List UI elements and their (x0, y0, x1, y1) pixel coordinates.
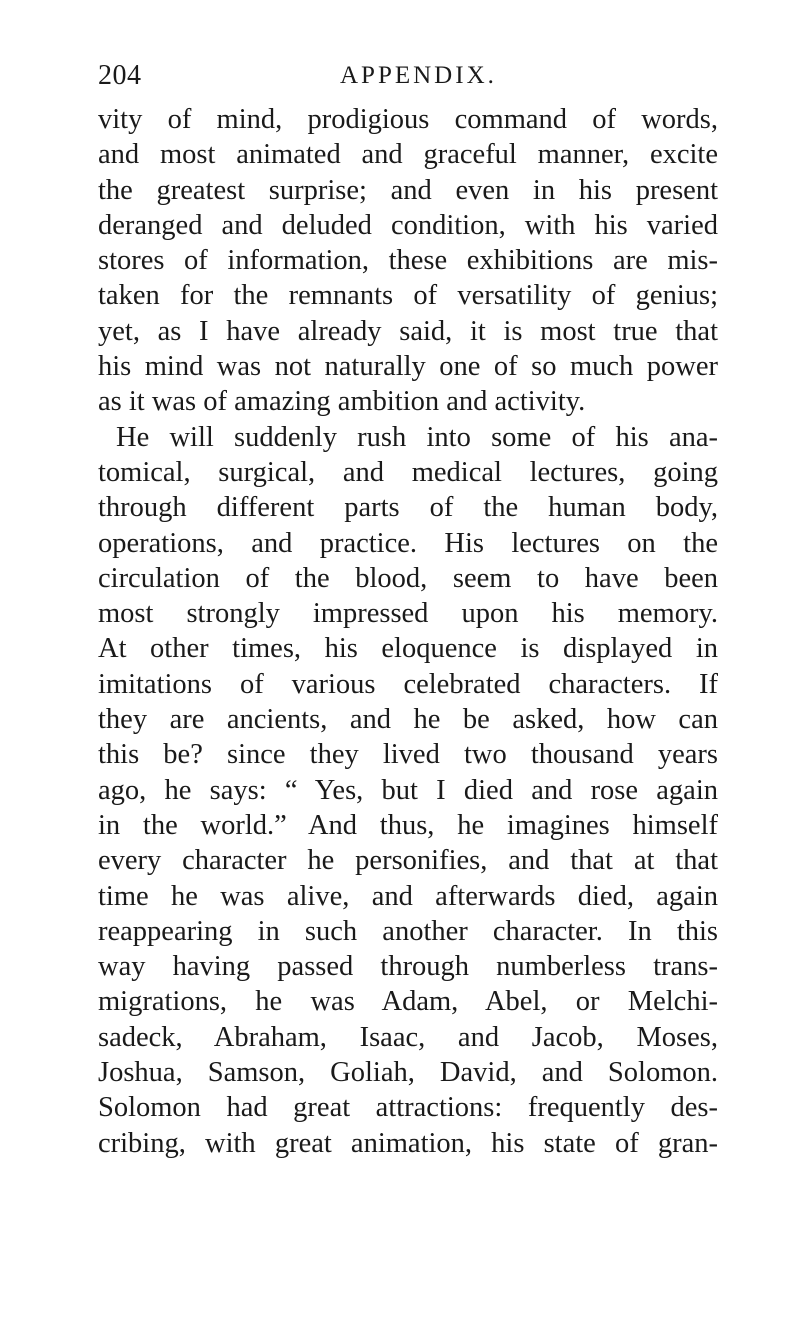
text-line: reappearing in such another character. In this (98, 915, 718, 947)
text-line: imitations of various celebrated characters. If (98, 668, 718, 700)
text-line: every character he personifies, and that at that (98, 845, 718, 877)
running-title: APPENDIX. (340, 62, 497, 89)
text-line: circulation of the blood, seem to have been (98, 562, 718, 594)
text-line: vity of mind, prodigious command of words, (98, 104, 718, 135)
text-line: in the world.” And thus, he imagines himself (98, 809, 718, 841)
text-line: time he was alive, and afterwards died, again (98, 880, 718, 912)
page-number: 204 (98, 60, 142, 91)
text-line: taken for the remnants of versatility of genius; (98, 280, 718, 312)
text-line: yet, as I have already said, it is most true that (98, 315, 718, 347)
text-line: and most animated and graceful manner, excite (98, 139, 718, 171)
text-line: He will suddenly rush into some of his ana- (116, 421, 718, 453)
text-line: the greatest surprise; and even in his present (98, 174, 718, 206)
text-line: his mind was not naturally one of so much power (98, 351, 718, 383)
text-line: this be? since they lived two thousand years (98, 739, 718, 771)
text-line: deranged and deluded condition, with his varied (98, 209, 718, 241)
text-line: tomical, surgical, and medical lectures, going (98, 456, 718, 488)
text-line: migrations, he was Adam, Abel, or Melchi- (98, 986, 718, 1018)
text-line: stores of information, these exhibitions are mis- (98, 245, 718, 277)
text-line: operations, and practice. His lectures on the (98, 527, 718, 559)
running-head (98, 58, 718, 94)
text-line: they are ancients, and he be asked, how can (98, 704, 718, 736)
text-line: most strongly impressed upon his memory. (98, 598, 718, 630)
body-text (98, 102, 718, 1161)
text-line: At other times, his eloquence is displayed in (98, 633, 718, 665)
text-line: way having passed through numberless trans- (98, 951, 718, 983)
text-line: through different parts of the human body, (98, 492, 718, 524)
text-line: sadeck, Abraham, Isaac, and Jacob, Moses, (98, 1021, 718, 1053)
text-line: as it was of amazing ambition and activity. (98, 386, 586, 418)
text-line: cribing, with great animation, his state of gran- (98, 1127, 718, 1159)
text-line: ago, he says: “ Yes, but I died and rose again (98, 774, 718, 806)
text-line: Solomon had great attractions: frequently des- (98, 1092, 718, 1124)
text-line: Joshua, Samson, Goliah, David, and Solomon. (98, 1057, 718, 1089)
